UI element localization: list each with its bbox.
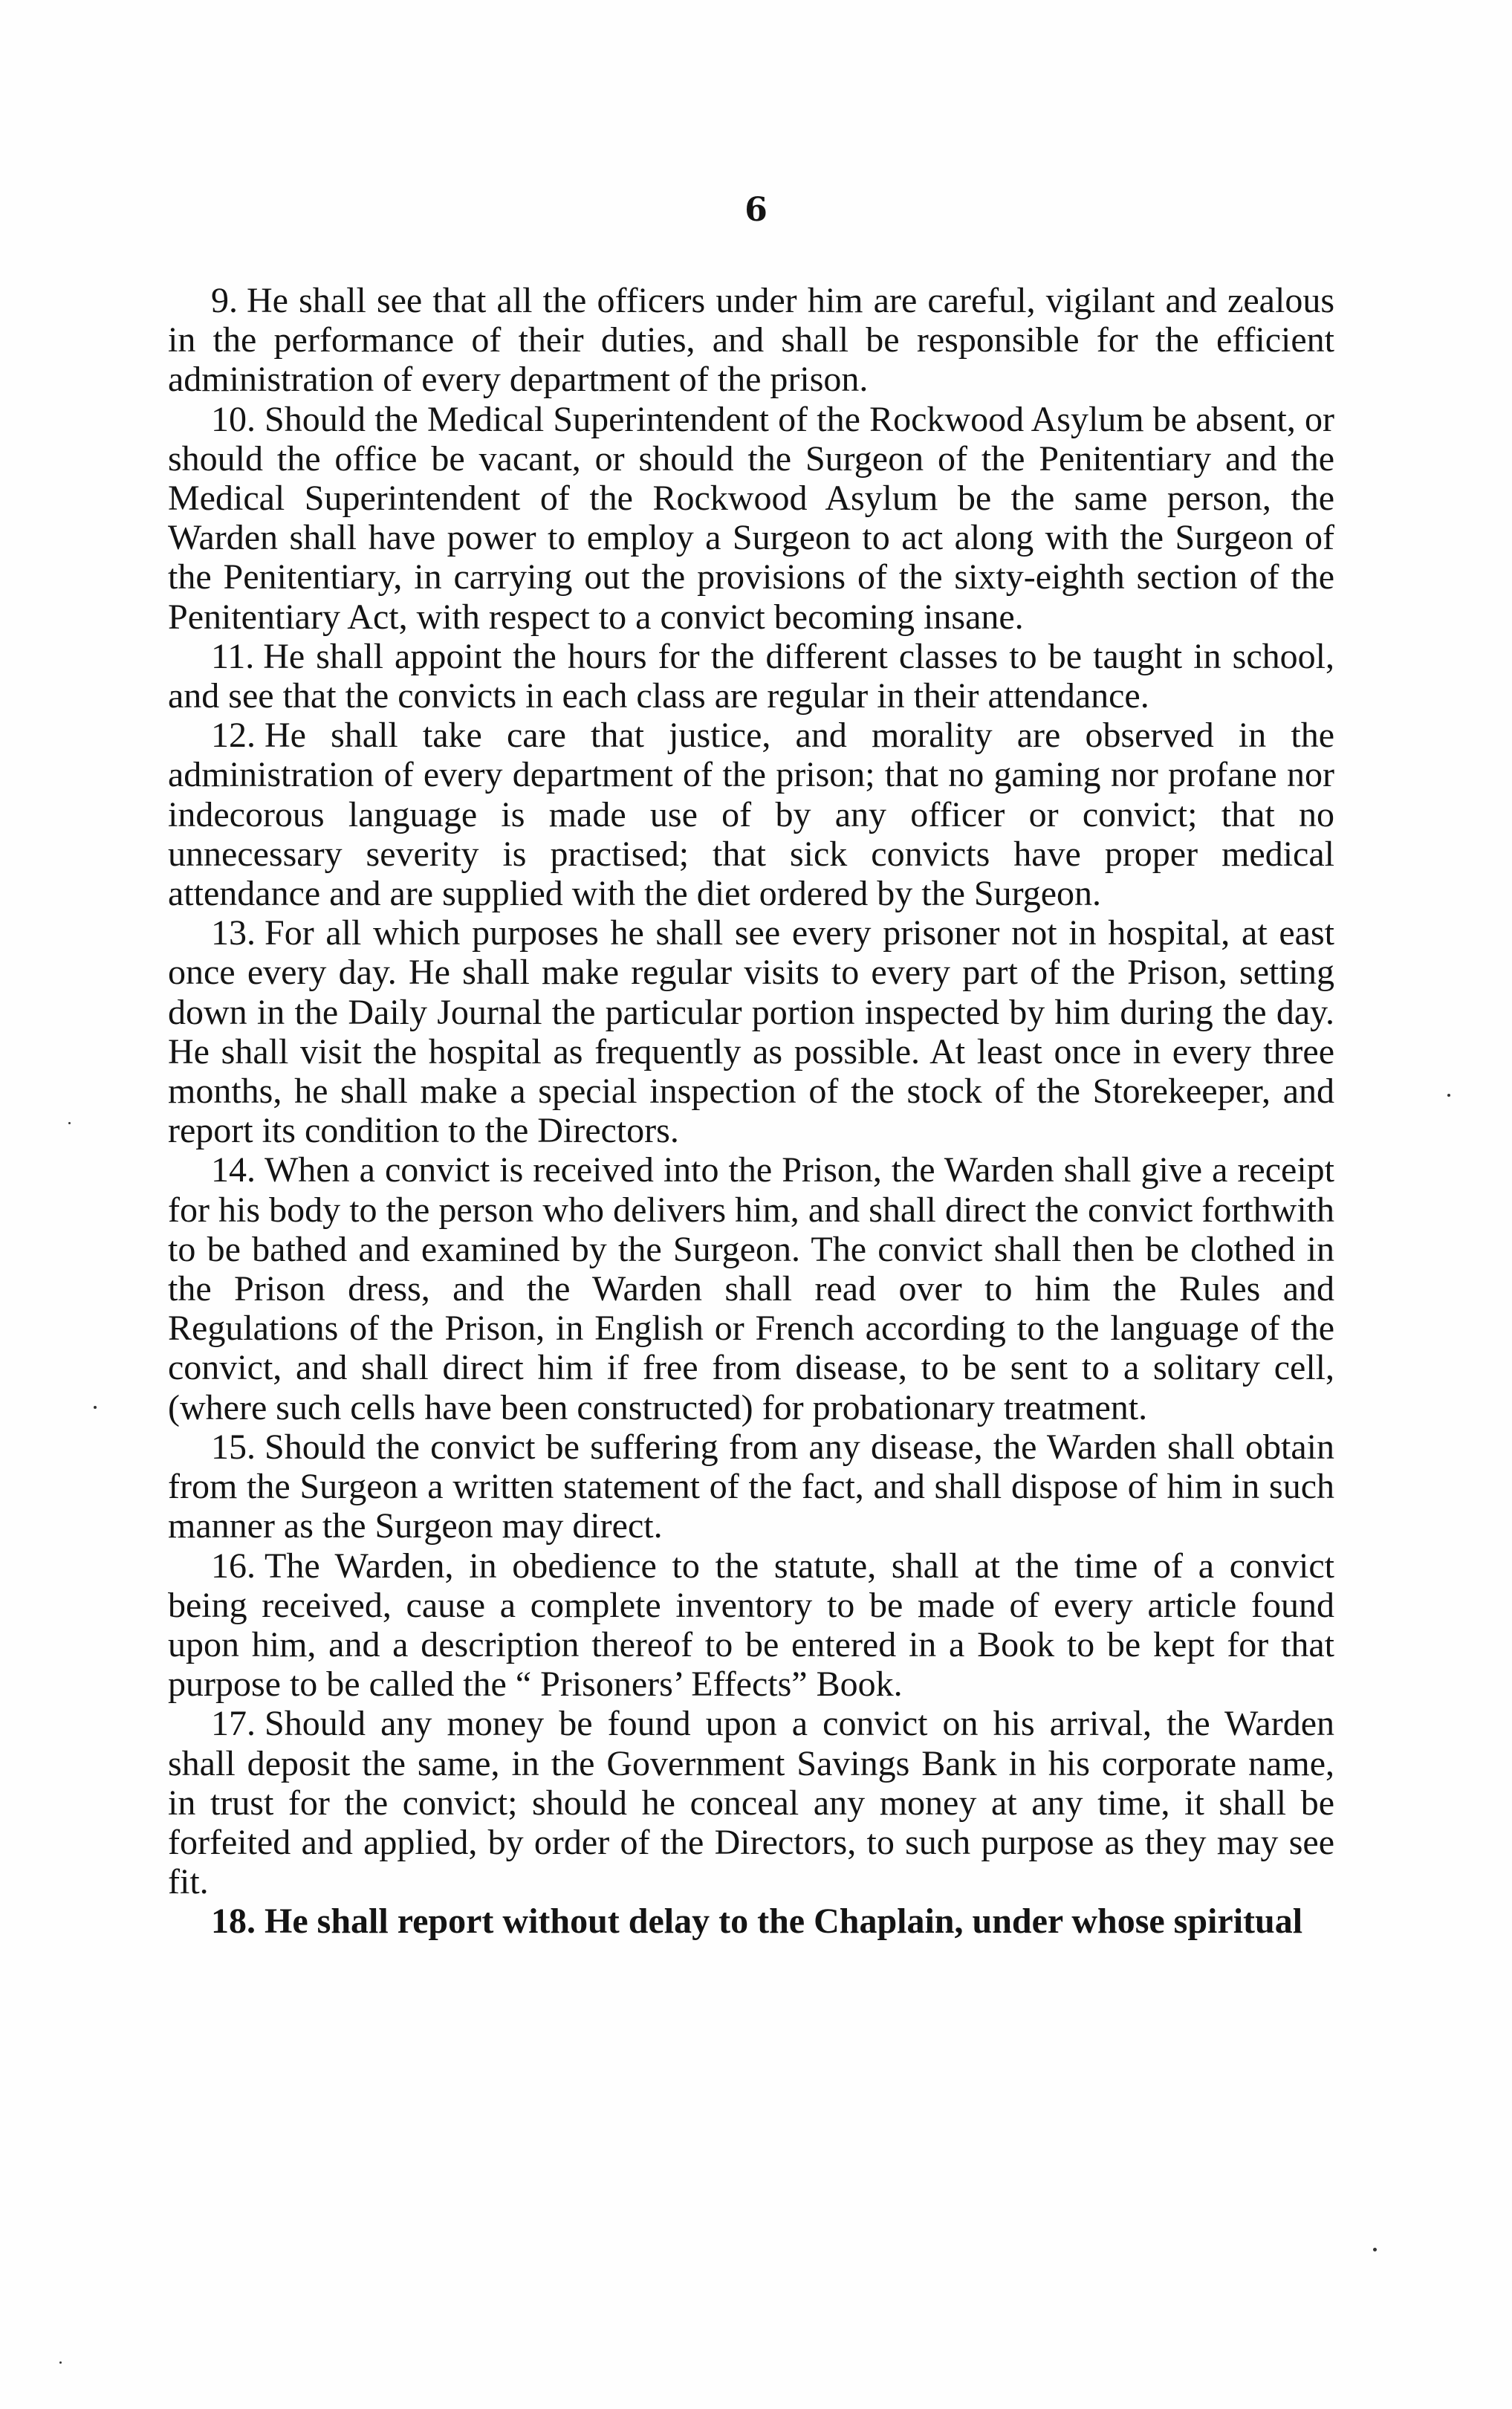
paragraph-13 <box>168 913 1334 1150</box>
paragraph-text: For all which purposes he shall see every prisoner not in hospital, at east once every day. He shall make regular visits to every part of the Prison, setting down in the Daily Journal the particular portion inspected by him during the day. He shall visit the hospital as frequently as possible. At least once in every three months, he shall make a special inspection of the stock of the Storekeeper, and report its condition to the Directors. <box>168 913 1334 1151</box>
paragraph-18 <box>168 1901 1334 1941</box>
paragraph-number: 14. <box>211 1150 256 1190</box>
paragraph-number: 16. <box>211 1546 256 1586</box>
paragraph-14 <box>168 1150 1334 1427</box>
paragraph-text: He shall see that all the officers under him are careful, vigilant and zealous in the performance of their duties, and shall be responsible for the efficient administration of every department of the prison. <box>168 281 1334 400</box>
scan-speck <box>94 1406 97 1409</box>
paragraph-text: The Warden, in obedience to the statute, shall at the time of a convict being received, cause a complete inventory to be made of every article found upon him, and a description thereof to be entered in a Book to be kept for that purpose to be called the “ Prisoners’ Effects” Book. <box>168 1546 1334 1705</box>
paragraph-16 <box>168 1546 1334 1705</box>
scan-speck <box>1447 1094 1450 1097</box>
paragraph-15 <box>168 1427 1334 1546</box>
paragraph-number: 9. <box>211 281 238 320</box>
paragraph-10 <box>168 400 1334 637</box>
paragraph-text: Should the convict be suffering from any disease, the Warden shall obtain from the Surgeon a written statement of the fact, and shall dispose of him in such manner as the Surgeon may direct. <box>168 1427 1334 1546</box>
paragraph-number: 13. <box>211 913 256 953</box>
paragraph-text: Should any money be found upon a convict on his arrival, the Warden shall deposit the same, in the Government Savings Bank in his corporate name, in trust for the convict; should he conceal any money at any time, it shall be forfeited and applied, by order of the Directors, to such purpose as they may see fit. <box>168 1704 1334 1902</box>
scan-speck <box>59 2361 62 2364</box>
regulations-text <box>168 281 1334 1942</box>
paragraph-text: He shall appoint the hours for the different classes to be taught in school, and see that the convicts in each class are regular in their attendance. <box>168 636 1334 716</box>
paragraph-text: He shall report without delay to the Chaplain, under whose spiritual <box>265 1901 1303 1942</box>
paragraph-number: 12. <box>211 716 256 756</box>
paragraph-number: 11. <box>211 636 255 676</box>
paragraph-11 <box>168 637 1334 716</box>
page-number: 6 <box>744 191 768 229</box>
paragraph-number: 15. <box>211 1427 256 1467</box>
paragraph-17 <box>168 1704 1334 1901</box>
paragraph-number: 10. <box>211 399 256 439</box>
paragraph-12 <box>168 716 1334 913</box>
paragraph-text: Should the Medical Superintendent of the Rockwood Asylum be absent, or should the office be vacant, or should the Surgeon of the Penitentiary and the Medical Superintendent of the Rockwood Asylum be the same person, the Warden shall have power to employ a Surgeon to act along with the Surgeon of the Penitentiary, in carrying out the provisions of the sixty-eighth section of the Penitentiary Act, with respect to a convict becoming insane. <box>168 399 1334 637</box>
paragraph-number: 18. <box>211 1901 256 1942</box>
paragraph-text: He shall take care that justice, and morality are observed in the administration of every department of the prison; that no gaming nor profane nor indecorous language is made use of by any officer or convict; that no unnecessary severity is practised; that sick convicts have proper medical attendance and are supplied with the diet ordered by the Surgeon. <box>168 716 1334 914</box>
paragraph-9 <box>168 281 1334 400</box>
paragraph-number: 17. <box>211 1704 256 1744</box>
paragraph-text: When a convict is received into the Prison, the Warden shall give a receipt for his body to the person who delivers him, and shall direct the convict forthwith to be bathed and examined by the Surgeon. The convict shall then be clothed in the Prison dress, and the Warden shall read over to him the Rules and Regulations of the Prison, in English or French according to the language of the convict, and shall direct him if free from disease, to be sent to a solitary cell, (where such cells have been constructed) for probationary treatment. <box>168 1150 1334 1427</box>
scan-speck <box>1373 2248 1377 2251</box>
scan-speck <box>68 1122 71 1124</box>
